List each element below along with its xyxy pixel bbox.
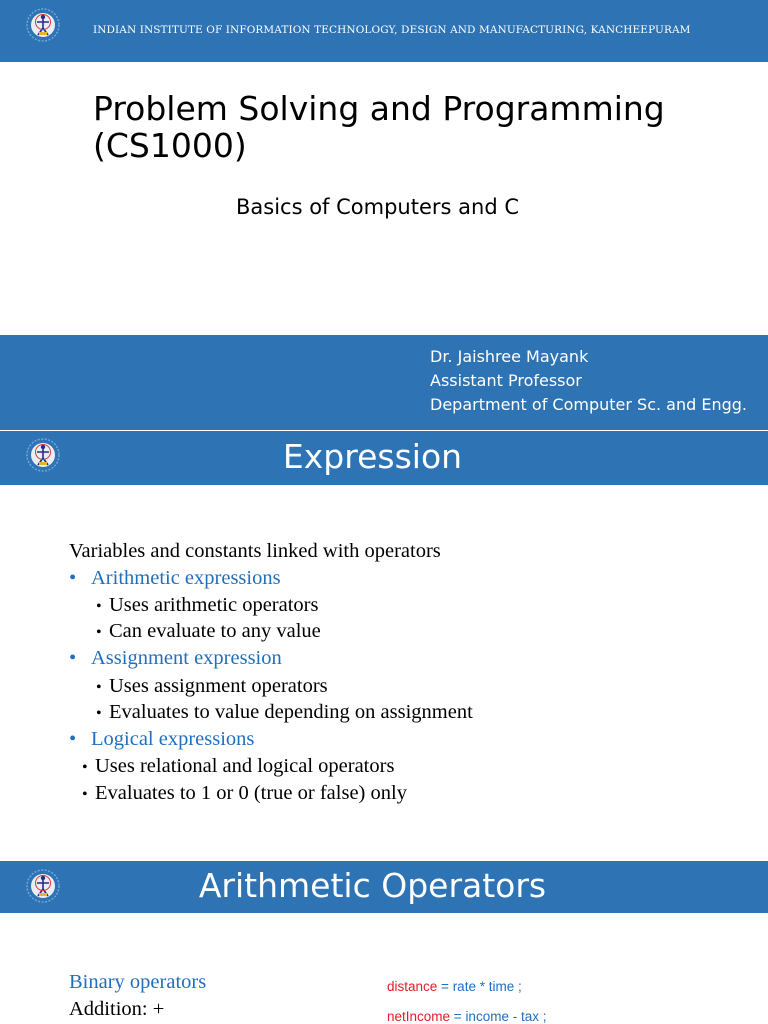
slide-title-arithmetic-operators: Arithmetic Operators <box>198 866 547 905</box>
author-department: Department of Computer Sc. and Engg. <box>430 395 747 414</box>
section-heading-logical: • Logical expressions <box>69 728 255 750</box>
bullet-point: • Uses relational and logical operators <box>82 755 395 777</box>
binary-operators-heading: Binary operators <box>69 971 207 993</box>
course-title: Problem Solving and Programming (CS1000) <box>93 89 665 165</box>
section-heading-assignment: • Assignment expression <box>69 647 282 669</box>
expression-intro: Variables and constants linked with operators <box>69 540 441 562</box>
institute-emblem-icon <box>26 8 60 42</box>
course-subtitle: Basics of Computers and C <box>236 195 519 219</box>
bullet-point: • Uses assignment operators <box>96 675 328 697</box>
author-name: Dr. Jaishree Mayank <box>430 347 589 366</box>
section-heading-arithmetic: • Arithmetic expressions <box>69 567 281 589</box>
author-designation: Assistant Professor <box>430 371 582 390</box>
author-band <box>0 335 768 430</box>
bullet-point: • Can evaluate to any value <box>96 620 321 642</box>
bullet-point: • Uses arithmetic operators <box>96 594 319 616</box>
slide-title-expression: Expression <box>282 437 463 476</box>
bullet-point: • Evaluates to value depending on assignment <box>96 701 473 723</box>
bullet-point: • Evaluates to 1 or 0 (true or false) only <box>82 782 407 804</box>
institute-name: INDIAN INSTITUTE OF INFORMATION TECHNOLOGY, DESIGN AND MANUFACTURING, KANCHEEPURAM <box>93 24 691 36</box>
addition-operator: Addition: + <box>69 998 165 1020</box>
code-line-distance: distance = rate * time ; <box>387 979 522 994</box>
code-line-netincome: netIncome = income - tax ; <box>387 1009 547 1024</box>
